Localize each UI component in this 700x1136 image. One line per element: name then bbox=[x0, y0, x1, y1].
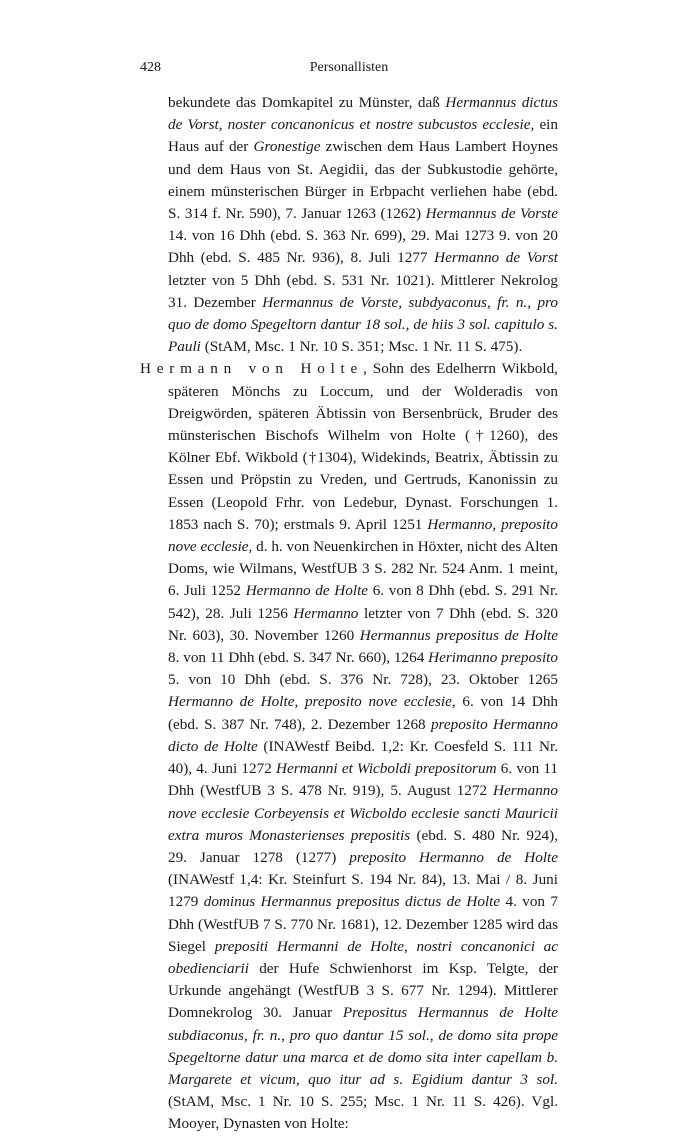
text-run: 4. von 7 Dhh (WestfUB 7 S. 770 Nr. 1681), 12. Dezember 1285 wird das Siegel bbox=[168, 893, 559, 955]
text-run: bekundete das Domkapitel zu Münster, daß bbox=[168, 94, 446, 111]
entry-name: Hermann von Holte bbox=[140, 360, 364, 378]
text-run: (INAWestf Beibd. 1,2: Kr. Coesfeld S. 111 Nr. 40), 4. Juni 1272 bbox=[168, 737, 558, 778]
text-run: 6. von 14 Dhh (ebd. S. 387 Nr. 748), 2. Dezember 1268 bbox=[168, 693, 559, 733]
entry-text bbox=[140, 358, 558, 1135]
italic-citation: Hermanno nove ecclesie Corbeyensis et Wicboldo ecclesie sancti Mauricii extra muros Monasterienses prepositis bbox=[168, 782, 558, 844]
text-run: d. h. von Neuenkirchen in Höxter, nicht des Alten Doms, wie Wilmans, WestfUB 3 S. 282 Nr. 524 Anm. 1 meint, 6. Juli 1252 bbox=[168, 538, 558, 600]
italic-citation: Hermannus de Vorste, subdyaconus, fr. n., pro quo de domo Spegeltorn dantur 18 sol., de hiis 3 sol. capitulo s. Pauli bbox=[168, 293, 558, 356]
text-run: , Sohn des Edelherrn Wikbold, späteren Mönchs zu Loccum, und der Wolderadis von Dreigwörden, späteren Äbtissin von Bersenbrück, Bruder des münsterischen Bischofs Wilhelm von Holte (†1260), des Kölner Ebf. Wikbold (†1304), Widekinds, Beatrix, Äbtissin zu Essen und Pröpstin zu Vreden, und Gertruds, Kanonissin zu Essen (Leopold Frhr. von Ledebur, Dynast. Forschungen 1. 1853 nach S. 70); erstmals 9. April 1251 bbox=[168, 360, 558, 533]
text-run: 14. von 16 Dhh (ebd. S. 363 Nr. 699), 29. Mai 1273 9. von 20 Dhh (ebd. S. 485 Nr. 936), 8. Juli 1277 bbox=[168, 227, 558, 267]
italic-citation: dominus Hermannus prepositus dictus de Holte bbox=[203, 893, 501, 911]
italic-citation: Hermanno de Vorst bbox=[434, 249, 558, 267]
entry-hermann-von-holte bbox=[140, 358, 558, 1135]
text-run: (INAWestf 1,4: Kr. Steinfurt S. 194 Nr. 84), 13. Mai / 8. Juni 1279 bbox=[168, 871, 558, 911]
text-run: ein Haus auf der bbox=[168, 116, 558, 156]
running-head: Personallisten bbox=[309, 60, 389, 75]
text-run: (ebd. S. 480 Nr. 924), 29. Januar 1278 (1277) bbox=[168, 826, 558, 866]
text-run: zwischen dem Haus Lambert Hoynes und dem Haus von St. Aegidii, das der Subkustodie gehörte, einem münsterischen Bürger in Erbpacht verliehen habe (ebd. S. 314 f. Nr. 590), 7. Januar 1263 (1262) bbox=[168, 138, 559, 223]
italic-citation: Gronestige bbox=[253, 138, 321, 156]
italic-citation: Herimanno preposito bbox=[428, 649, 558, 667]
italic-citation: Hermannus de Vorste bbox=[425, 205, 558, 223]
page-number: 428 bbox=[140, 60, 161, 75]
italic-citation: Hermanno bbox=[293, 604, 359, 622]
italic-citation: Hermannus prepositus de Holte bbox=[359, 626, 558, 644]
text-run: 6. von 8 Dhh (ebd. S. 291 Nr. 542), 28. Juli 1256 bbox=[168, 582, 558, 622]
text-run: letzter von 5 Dhh (ebd. S. 531 Nr. 1021). Mittlerer Nekrolog 31. Dezember bbox=[168, 271, 558, 311]
text-run: 8. von 11 Dhh (ebd. S. 347 Nr. 660), 1264 bbox=[168, 649, 429, 667]
text-run: (StAM, Msc. 1 Nr. 10 S. 351; Msc. 1 Nr. 11 S. 475). bbox=[200, 338, 523, 356]
text-run: 6. von 11 Dhh (WestfUB 3 S. 478 Nr. 919), 5. August 1272 bbox=[168, 760, 559, 800]
italic-citation: Prepositus Hermannus de Holte subdiaconus, fr. n., pro quo dantur 15 sol., de domo sita prope Spegeltorne datur una marca et de domo sita inter capellam b. Margarete et vicum, quo itur ad s. Egidium dantur 3 sol. bbox=[168, 1004, 558, 1088]
italic-citation: prepositi Hermanni de Holte, nostri concanonici ac obedienciarii bbox=[168, 937, 559, 977]
italic-citation: Hermanno de Holte, preposito nove ecclesie, bbox=[168, 693, 456, 711]
italic-citation: Hermannus dictus de Vorst, noster concanonicus et nostre subcustos ecclesie, bbox=[168, 94, 558, 134]
italic-citation: Hermanno, preposito nove ecclesie, bbox=[168, 515, 558, 556]
text-run: letzter von 7 Dhh (ebd. S. 320 Nr. 603), 30. November 1260 bbox=[168, 604, 558, 644]
text-run: der Hufe Schwienhorst im Ksp. Telgte, der Urkunde angehängt (WestfUB 3 S. 677 Nr. 1294). Mittlerer Domnekrolog 30. Januar bbox=[168, 959, 558, 1022]
entry-continued bbox=[140, 92, 558, 358]
italic-citation: Hermanno de Holte bbox=[245, 582, 369, 600]
text-run: (StAM, Msc. 1 Nr. 10 S. 255; Msc. 1 Nr. 11 S. 426). Vgl. Mooyer, Dynasten von Holte: bbox=[168, 1093, 558, 1133]
page-header bbox=[140, 60, 558, 82]
entry-text bbox=[140, 92, 558, 358]
text-run: 5. von 10 Dhh (ebd. S. 376 Nr. 728), 23. Oktober 1265 bbox=[168, 671, 558, 689]
italic-citation: Hermanni et Wicboldi prepositorum bbox=[276, 760, 497, 778]
italic-citation: preposito Hermanno dicto de Holte bbox=[168, 715, 559, 755]
page-body bbox=[140, 92, 558, 1136]
italic-citation: preposito Hermanno de Holte bbox=[349, 848, 558, 866]
